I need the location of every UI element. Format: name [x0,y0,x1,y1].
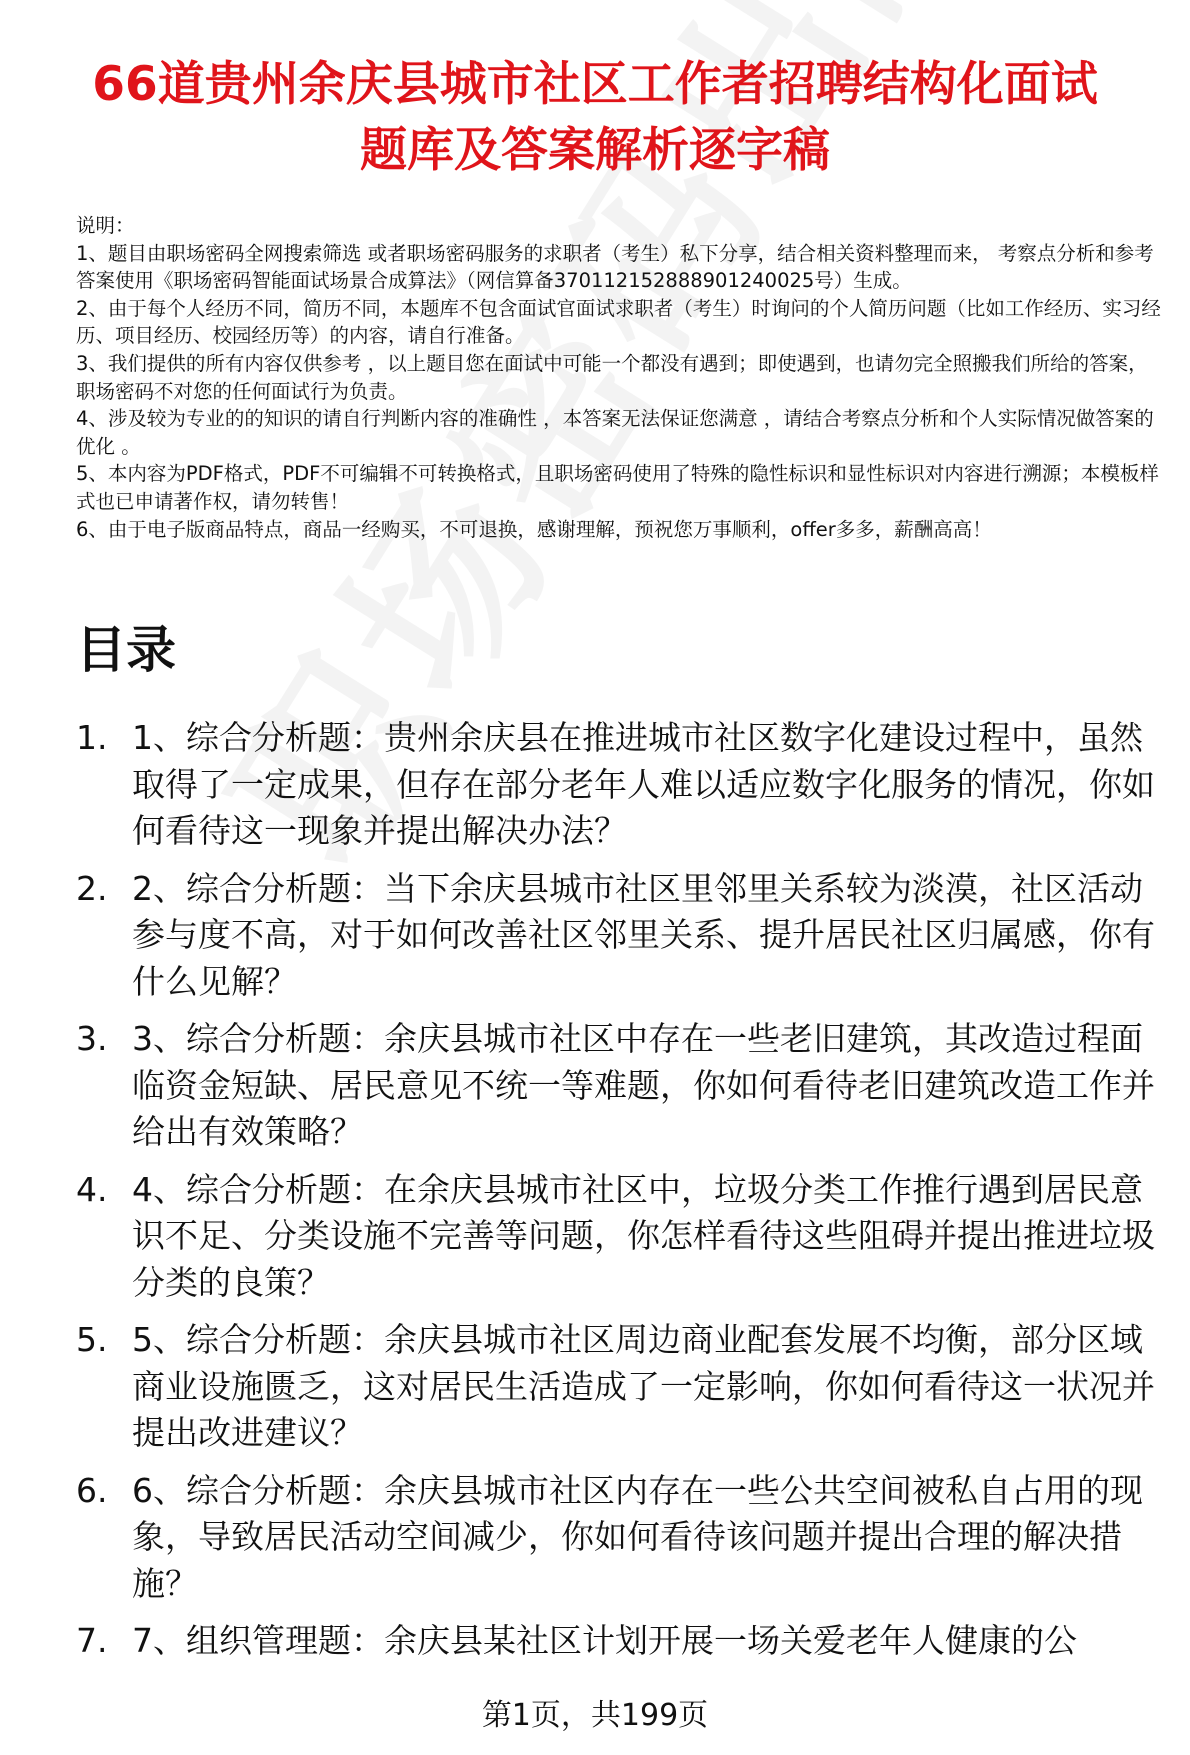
table-of-contents [76,715,1166,1676]
note-item: 6、由于电子版商品特点，商品一经购买，不可退换，感谢理解，预祝您万事顺利，offer多多，薪酬高高！ [76,517,992,541]
toc-item-text: 1、综合分析题：贵州余庆县在推进城市社区数字化建设过程中，虽然取得了一定成果，但存在部分老年人难以适应数字化服务的情况，你如何看待这一现象并提出解决办法？ [132,718,1155,850]
toc-item-number: 1. [76,718,108,757]
note-item: 2、由于每个人经历不同，简历不同，本题库不包含面试官面试求职者（考生）时询问的个人简历问题（比如工作经历、实习经历、项目经历、校园经历等）的内容，请自行准备。 [76,296,1161,348]
toc-item[interactable] [76,1317,1166,1457]
notes-heading: 说明： [76,214,135,237]
toc-item-text: 5、综合分析题：余庆县城市社区周边商业配套发展不均衡，部分区域商业设施匮乏，这对居民生活造成了一定影响，你如何看待这一状况并提出改进建议？ [132,1320,1155,1452]
toc-heading: 目录 [76,621,176,679]
toc-item[interactable] [76,1016,1166,1156]
page-footer: 第1页，共199页 [481,1698,709,1733]
toc-item-text: 2、综合分析题：当下余庆县城市社区里邻里关系较为淡漠，社区活动参与度不高，对于如何改善社区邻里关系、提升居民社区归属感，你有什么见解？ [132,868,1155,1001]
toc-item[interactable] [76,1468,1166,1608]
note-item: 3、我们提供的所有内容仅供参考 ，以上题目您在面试中可能一个都没有遇到；即使遇到，也请勿完全照搬我们所给的答案，职场密码不对您的任何面试行为负责。 [76,351,1148,403]
note-item: 1、题目由职场密码全网搜索筛选 或者职场密码服务的求职者（考生）私下分享，结合相关资料整理而来， 考察点分析和参考答案使用《职场密码智能面试场景合成算法》（网信算备370112152888901240025号）生成。 [76,241,1154,293]
toc-item-number: 4. [76,1169,108,1209]
toc-item-text: 7、组织管理题：余庆县某社区计划开展一场关爱老年人健康的公 [132,1621,1077,1660]
toc-item-text: 4、综合分析题：在余庆县城市社区中，垃圾分类工作推行遇到居民意识不足、分类设施不完善等问题，你怎样看待这些阻碍并提出推进垃圾分类的良策？ [132,1169,1155,1302]
toc-item-number: 2. [76,868,108,908]
note-item: 5、本内容为PDF格式，PDF不可编辑不可转换格式，且职场密码使用了特殊的隐性标识和显性标识对内容进行溯源；本模板样式也已申请著作权，请勿转售！ [76,462,1159,513]
toc-item[interactable] [76,715,1166,855]
toc-item[interactable] [76,1167,1166,1307]
notes-section [76,212,1166,543]
document-title: 66道贵州余庆县城市社区工作者招聘结构化面试题库及答案解析逐字稿 [92,57,1098,178]
toc-item-number: 6. [76,1470,108,1510]
toc-item-text: 3、综合分析题：余庆县城市社区中存在一些老旧建筑，其改造过程面临资金短缺、居民意见不统一等难题，你如何看待老旧建筑改造工作并给出有效策略？ [132,1019,1155,1151]
toc-item-number: 3. [76,1019,108,1058]
toc-item-text: 6、综合分析题：余庆县城市社区内存在一些公共空间被私自占用的现象，导致居民活动空间减少，你如何看待该问题并提出合理的解决措施？ [132,1470,1143,1603]
note-item: 4、涉及较为专业的的知识的请自行判断内容的准确性 ，本答案无法保证您满意 ，请结合考察点分析和个人实际情况做答案的优化 。 [76,407,1154,458]
toc-item-number: 5. [76,1320,108,1359]
toc-item[interactable] [76,1618,1166,1665]
toc-item-number: 7. [76,1621,108,1660]
toc-item[interactable] [76,866,1166,1006]
